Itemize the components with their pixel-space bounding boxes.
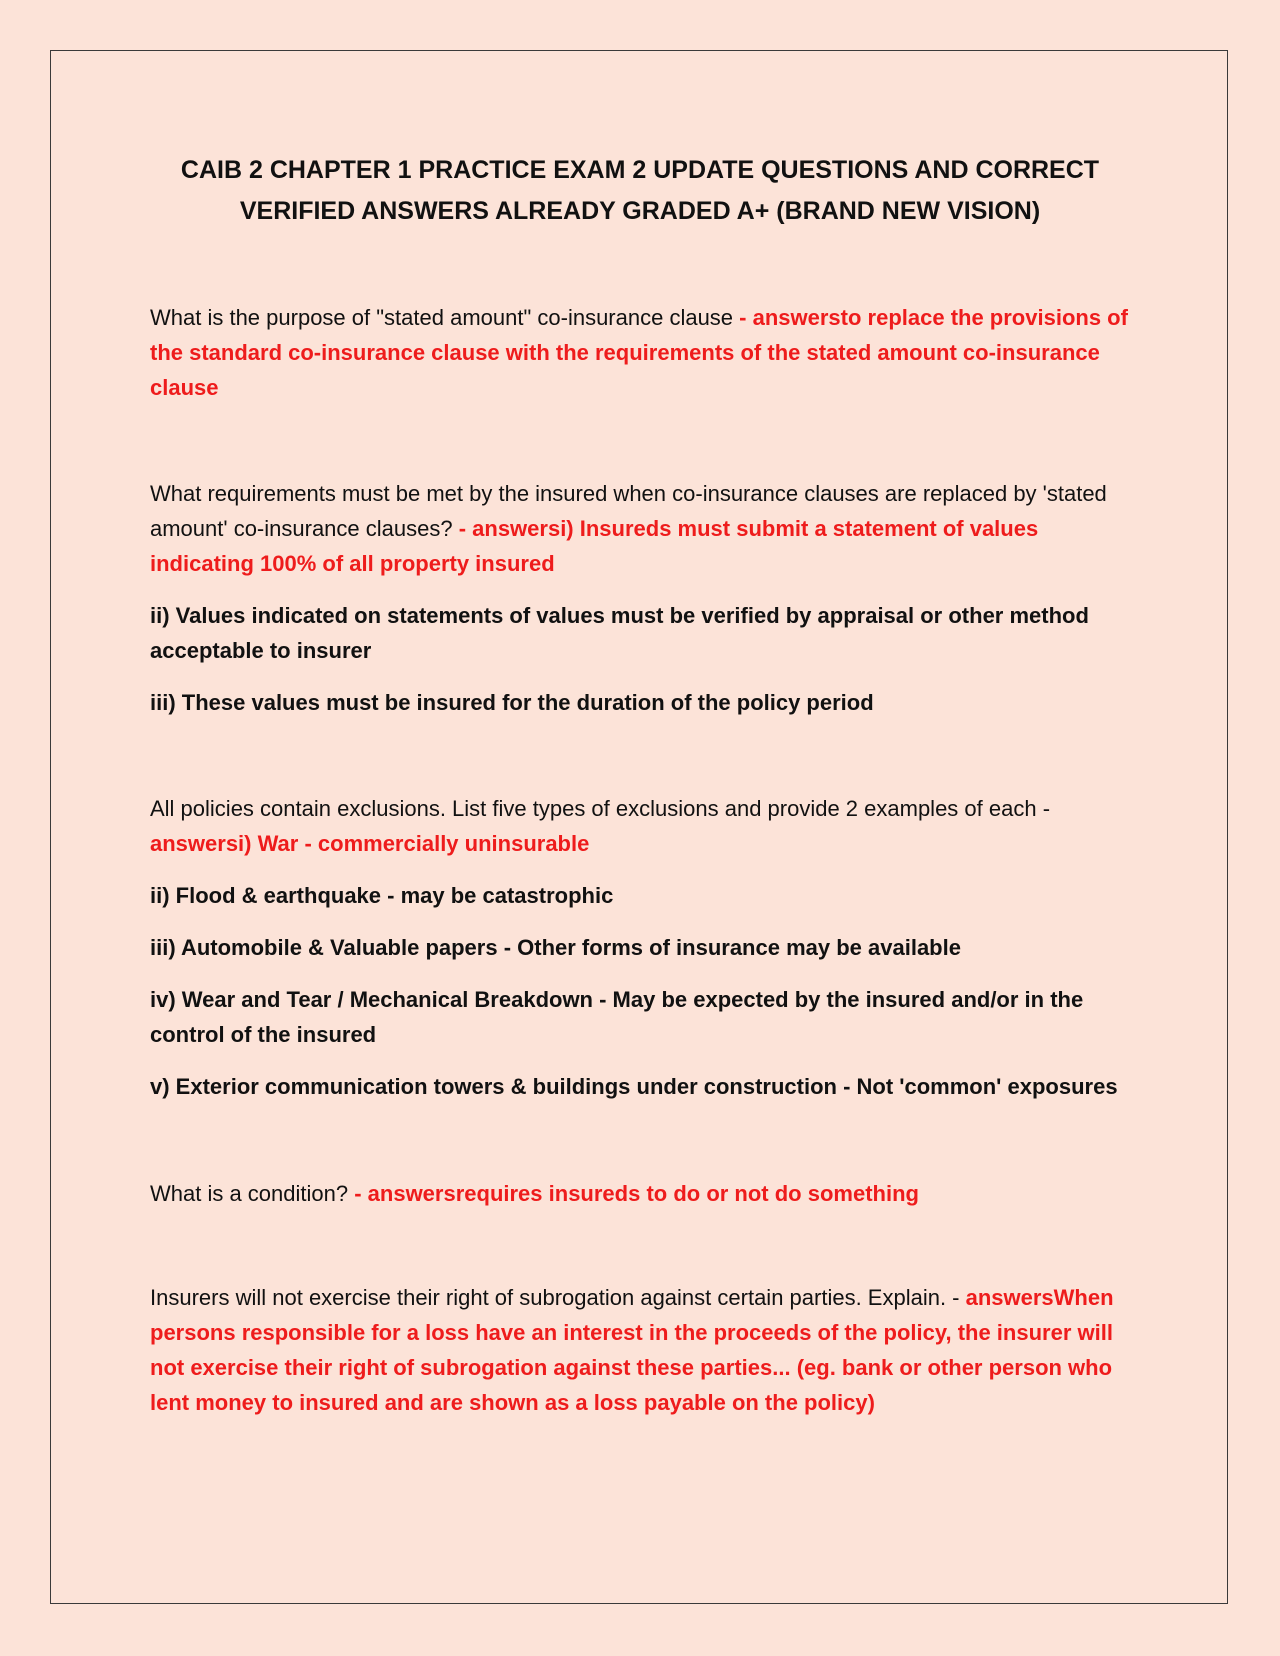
answer-continuation: iv) Wear and Tear / Mechanical Breakdown - May be expected by the insured and/or in the control of the insured <box>150 987 1084 1047</box>
question-text: What requirements must be met by the insured when co-insurance clauses are replaced by 'stated amount' co-insurance clauses? <box>150 481 1107 541</box>
title-line-2: VERIFIED ANSWERS ALREADY GRADED A+ (BRAND NEW VISION) <box>239 197 1041 225</box>
qa-item-condition <box>150 1176 1140 1228</box>
answer-continuation: ii) Flood & earthquake - may be catastrophic <box>150 883 614 908</box>
answer-text: answersWhen persons responsible for a loss have an interest in the proceeds of the policy, the insurer will not exercise their right of subrogation against these parties... (eg. bank or other person who lent money to insured and are shown as a loss payable on the policy) <box>150 1285 1114 1415</box>
qa-paragraph <box>150 791 1140 861</box>
qa-paragraph <box>150 300 1140 405</box>
answer-text: - answersi) Insureds must submit a statement of values indicating 100% of all property insured <box>150 516 1039 576</box>
qa-item-stated-amount-requirements <box>150 476 1140 737</box>
qa-paragraph <box>150 476 1140 581</box>
answer-continuation: iii) These values must be insured for the duration of the policy period <box>150 690 874 715</box>
answer-continuation: ii) Values indicated on statements of values must be verified by appraisal or other method acceptable to insurer <box>150 603 1089 663</box>
answer-text: - answersrequires insureds to do or not do something <box>348 1181 919 1206</box>
qa-paragraph <box>150 1176 1140 1211</box>
qa-item-stated-amount-purpose <box>150 300 1140 422</box>
answer-text: answersi) War - commercially uninsurable <box>150 831 590 856</box>
document-title <box>100 150 1180 232</box>
answer-continuation: v) Exterior communication towers & buildings under construction - Not 'common' exposures <box>150 1074 1118 1099</box>
question-text: All policies contain exclusions. List five types of exclusions and provide 2 examples of each - <box>150 796 1051 821</box>
qa-item-subrogation <box>150 1280 1140 1437</box>
qa-item-exclusions <box>150 791 1140 1121</box>
question-text: What is the purpose of "stated amount" co-insurance clause <box>150 305 734 330</box>
answer-text: - answersto replace the provisions of the standard co-insurance clause with the requirements of the stated amount co-insurance clause <box>150 305 1128 400</box>
answer-continuation: iii) Automobile & Valuable papers - Other forms of insurance may be available <box>150 935 961 960</box>
question-text: Insurers will not exercise their right of subrogation against certain parties. Explain. - <box>150 1285 960 1310</box>
question-text: What is a condition? <box>150 1181 349 1206</box>
title-line-1: CAIB 2 CHAPTER 1 PRACTICE EXAM 2 UPDATE QUESTIONS AND CORRECT <box>180 156 1100 184</box>
qa-paragraph <box>150 1280 1140 1420</box>
